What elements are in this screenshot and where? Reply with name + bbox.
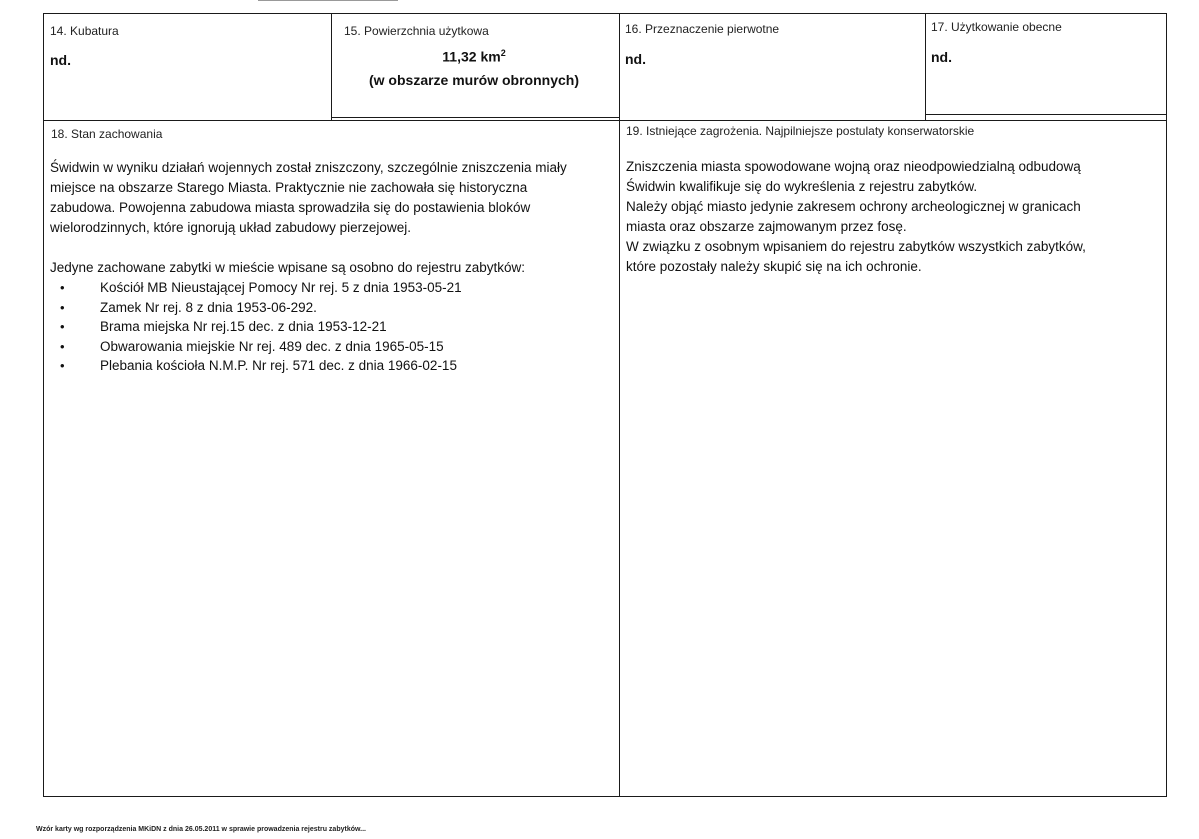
list-item (55, 356, 462, 376)
field-15-value-note: (w obszarze murów obronnych) (368, 72, 579, 88)
field-15-value (330, 48, 618, 65)
field-18-paragraph (50, 158, 610, 238)
field-18-line: miejsce na obszarze Starego Miasta. Praktycznie nie zachowała się historyczna (50, 180, 528, 195)
field-19-label: 19. Istniejące zagrożenia. Najpilniejsze postulaty konserwatorskie (626, 124, 975, 138)
bottom-border (43, 796, 1167, 797)
top-edge-mark (258, 0, 398, 1)
divider-16-17 (925, 13, 926, 120)
field-19-line: Należy objąć miasto jedynie zakresem ochrony archeologicznej w granicach (626, 199, 1081, 214)
left-border (43, 13, 44, 797)
divider-15-16 (619, 13, 620, 797)
field-15-value-main: 11,32 km (442, 48, 501, 65)
field-19-line: Zniszczenia miasta spowodowane wojną oraz nieodpowiedzialną odbudową (626, 159, 1081, 174)
list-item (55, 278, 462, 298)
list-item (55, 298, 462, 318)
list-item-text: Kościół MB Nieustającej Pomocy Nr rej. 5 z dnia 1953-05-21 (100, 280, 462, 295)
bullet: • (60, 299, 65, 315)
field-14-label: 14. Kubatura (50, 24, 119, 38)
field-14-value: nd. (50, 52, 71, 68)
list-item-text: Zamek Nr rej. 8 z dnia 1953-06-292. (100, 299, 317, 315)
footer-note: Wzór karty wg rozporządzenia MKiDN z dnia 26.05.2011 w sprawie prowadzenia rejestru zabytków... (36, 826, 367, 833)
field-18-intro: Jedyne zachowane zabytki w mieście wpisane są osobno do rejestru zabytków: (50, 260, 525, 275)
field-15-label: 15. Powierzchnia użytkowa (344, 24, 489, 38)
field-15-value-sup: 2 (500, 48, 506, 58)
field-16-label: 16. Przeznaczenie pierwotne (625, 22, 780, 36)
bullet: • (60, 319, 65, 334)
field-19-line: które pozostały należy skupić się na ich ochronie. (626, 259, 922, 274)
field-18-label: 18. Stan zachowania (51, 127, 163, 141)
list-item-text: Brama miejska Nr rej.15 dec. z dnia 1953-12-21 (100, 319, 387, 334)
list-item-text: Obwarowania miejskie Nr rej. 489 dec. z dnia 1965-05-15 (100, 338, 444, 354)
row1-bottom-border (43, 120, 1167, 121)
bullet: • (60, 338, 65, 354)
top-border (43, 13, 1167, 14)
right-border (1166, 13, 1167, 797)
bullet: • (60, 358, 65, 373)
field-18-line: zabudowa. Powojenna zabudowa miasta sprowadziła się do postawienia bloków (50, 200, 531, 215)
list-item-text: Plebania kościoła N.M.P. Nr rej. 571 dec. z dnia 1966-02-15 (100, 358, 457, 373)
list-item (55, 337, 462, 357)
bullet: • (60, 280, 65, 295)
field-18-line: wielorodzinnych, które ignorują układ zabudowy pierzejowej. (50, 220, 411, 235)
field-19-line: Świdwin kwalifikuje się do wykreślenia z rejestru zabytków. (626, 179, 978, 194)
divider-14-15 (331, 13, 332, 120)
monument-list (55, 278, 462, 376)
field-18-line: Świdwin w wyniku działań wojennych został zniszczony, szczególnie zniszczenia miały (50, 160, 567, 175)
field-19-paragraph (626, 157, 1161, 277)
field-17-value: nd. (931, 49, 952, 65)
field-17-label: 17. Użytkowanie obecne (931, 20, 1062, 34)
field-19-line: miasta oraz obszarze zajmowanym przez fosę. (626, 219, 907, 234)
list-item (55, 317, 462, 337)
field-16-value: nd. (625, 51, 646, 67)
box17-inner-bottom (925, 114, 1166, 115)
field-19-line: W związku z osobnym wpisaniem do rejestru zabytków wszystkich zabytków, (626, 239, 1086, 254)
box15-inner-bottom (331, 117, 619, 118)
